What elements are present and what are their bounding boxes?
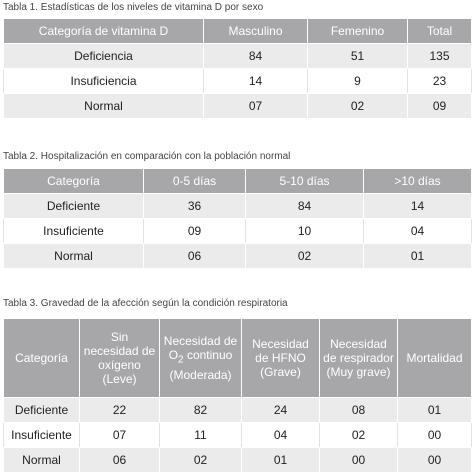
column-header: Categoría <box>4 319 80 398</box>
table-cell: 00 <box>398 448 472 473</box>
column-header: Mortalidad <box>398 319 472 398</box>
table-row <box>4 44 472 69</box>
column-header: Necesidad de respirador (Muy grave) <box>320 319 398 398</box>
column-header: Categoría de vitamina D <box>4 19 204 44</box>
table-cell: 04 <box>364 219 472 244</box>
table-cell: Deficiente <box>4 398 80 423</box>
table-header-row <box>4 19 472 44</box>
table-cell: 02 <box>308 94 408 119</box>
table-cell: 14 <box>364 194 472 219</box>
respiratory-severity-table <box>3 318 472 473</box>
table-cell: Normal <box>4 94 204 119</box>
table-row <box>4 219 472 244</box>
table-cell: 07 <box>80 423 160 448</box>
table-cell: 22 <box>80 398 160 423</box>
table-cell: 84 <box>246 194 364 219</box>
table-cell: Normal <box>4 244 144 269</box>
table-cell: 23 <box>408 69 472 94</box>
header-text: Necesidad de O <box>163 334 238 363</box>
table-cell: 10 <box>246 219 364 244</box>
table-cell: Deficiente <box>4 194 144 219</box>
table-cell: Normal <box>4 448 80 473</box>
table-cell: 09 <box>408 94 472 119</box>
table-row <box>4 423 472 448</box>
table-cell: Insuficiente <box>4 423 80 448</box>
table-cell: 01 <box>364 244 472 269</box>
table-cell: 00 <box>398 423 472 448</box>
hospitalization-table <box>3 168 472 269</box>
column-header <box>160 319 242 398</box>
header-text: continuo (Moderada) <box>169 348 233 382</box>
table-row <box>4 448 472 473</box>
column-header: Necesidad de HFNO (Grave) <box>242 319 320 398</box>
table-cell: 01 <box>242 448 320 473</box>
table-header-row <box>4 319 472 398</box>
column-header: Masculino <box>204 19 308 44</box>
table-row <box>4 69 472 94</box>
table-cell: 08 <box>320 398 398 423</box>
table-cell: 00 <box>320 448 398 473</box>
table-cell: 36 <box>144 194 246 219</box>
table-row <box>4 398 472 423</box>
column-header: 5-10 días <box>246 169 364 194</box>
table-cell: 11 <box>160 423 242 448</box>
table-cell: Deficiencia <box>4 44 204 69</box>
table-cell: 02 <box>246 244 364 269</box>
table-cell: 135 <box>408 44 472 69</box>
column-header: Total <box>408 19 472 44</box>
table-cell: 02 <box>320 423 398 448</box>
column-header: Categoría <box>4 169 144 194</box>
table-cell: 09 <box>144 219 246 244</box>
table1-caption: Tabla 1. Estadísticas de los niveles de vitamina D por sexo <box>3 2 264 13</box>
table-row <box>4 194 472 219</box>
table-cell: 82 <box>160 398 242 423</box>
table-cell: 51 <box>308 44 408 69</box>
column-header: >10 días <box>364 169 472 194</box>
table-cell: 01 <box>398 398 472 423</box>
oxygen-subscript: 2 <box>178 354 184 366</box>
column-header: 0-5 días <box>144 169 246 194</box>
table-cell: 02 <box>160 448 242 473</box>
vitamin-d-by-sex-table <box>3 18 472 119</box>
column-header: Sin necesidad de oxígeno (Leve) <box>80 319 160 398</box>
table-row <box>4 94 472 119</box>
table-cell: 07 <box>204 94 308 119</box>
table-cell: 14 <box>204 69 308 94</box>
table-cell: 06 <box>144 244 246 269</box>
table2-caption: Tabla 2. Hospitalización en comparación con la población normal <box>3 151 291 162</box>
table-cell: 04 <box>242 423 320 448</box>
table-cell: 24 <box>242 398 320 423</box>
table-cell: Insuficiencia <box>4 69 204 94</box>
table-row <box>4 244 472 269</box>
column-header: Femenino <box>308 19 408 44</box>
table-cell: Insuficiente <box>4 219 144 244</box>
table3-caption: Tabla 3. Gravedad de la afección según la condición respiratoria <box>3 298 288 309</box>
table-cell: 9 <box>308 69 408 94</box>
table-header-row <box>4 169 472 194</box>
table-cell: 06 <box>80 448 160 473</box>
table-cell: 84 <box>204 44 308 69</box>
